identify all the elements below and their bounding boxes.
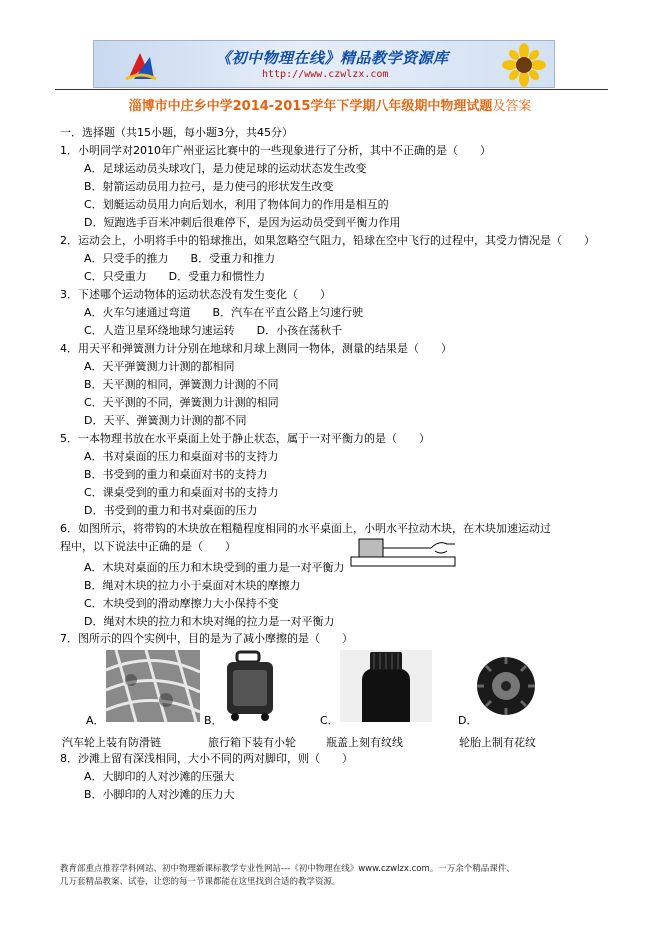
question-3: 3．下述哪个运动物体的运动状态没有发生变化（ ）	[60, 288, 331, 301]
banner-url: http://www.czwlzx.com	[262, 69, 389, 80]
q1-option-a: A．足球运动员头球攻门，是力使足球的运动状态发生改变	[84, 162, 367, 175]
q4-option-b: B．天平测的相同，弹簧测力计测的不同	[84, 378, 279, 391]
q3-options-ab: A．火车匀速通过弯道 B．汽车在平直公路上匀速行驶	[84, 306, 364, 319]
q2-options-ab: A．只受手的推力 B．受重力和推力	[84, 252, 276, 265]
question-1: 1．小明同学对2010年广州亚运比赛中的一些现象进行了分析，其中不正确的是（ ）	[60, 144, 491, 157]
q5-option-b: B．书受到的重力和桌面对书的支持力	[84, 468, 268, 481]
sunflower-icon	[500, 43, 548, 87]
question-6-line2: 程中，以下说法中正确的是（ ）	[60, 540, 236, 553]
q7-option-b-letter: B．	[204, 714, 223, 727]
header-banner	[93, 40, 555, 88]
question-8: 8．沙滩上留有深浅相同，大小不同的两对脚印，则（ ）	[60, 752, 353, 765]
q6-option-c: C．木块受到的滑动摩擦力大小保持不变	[84, 597, 279, 610]
q3-options-cd: C．人造卫星环绕地球匀速运转 D．小孩在荡秋千	[84, 324, 343, 337]
q7-option-d-letter: D．	[458, 714, 478, 727]
question-5: 5．一本物理书放在水平桌面上处于静止状态，属于一对平衡力的是（ ）	[60, 432, 430, 445]
exam-title	[80, 95, 580, 114]
q1-option-c: C．划艇运动员用力向后划水，利用了物体间力的作用是相互的	[84, 198, 389, 211]
q7-option-a-letter: A．	[86, 714, 105, 727]
banner-title: 《初中物理在线》精品教学资源库	[216, 49, 449, 67]
bottle-cap-image	[340, 650, 432, 722]
q5-option-c: C．课桌受到的重力和桌面对书的支持力	[84, 486, 279, 499]
question-6-line1: 6．如图所示，将带钩的木块放在粗糙程度相同的水平桌面上，小明水平拉动木块，在木块加速运动过	[60, 522, 551, 535]
site-logo-icon	[124, 49, 158, 83]
question-2: 2．运动会上，小明将手中的铅球推出，如果忽略空气阻力，铅球在空中飞行的过程中，其受力情况是（ ）	[60, 234, 595, 247]
q6-option-b: B．绳对木块的拉力小于桌面对木块的摩擦力	[84, 579, 301, 592]
q8-option-a: A．大脚印的人对沙滩的压强大	[84, 770, 235, 783]
q2-options-cd: C．只受重力 D．受重力和惯性力	[84, 270, 266, 283]
tire-tread-image	[476, 650, 536, 722]
header-divider	[55, 89, 608, 90]
q6-block-pull-figure	[349, 531, 459, 569]
q6-option-d: D．绳对木块的拉力和木块对绳的拉力是一对平衡力	[84, 615, 335, 628]
exam-title-main: 淄博市中庄乡中学2014-2015学年下学期八年级期中物理试题	[128, 99, 493, 114]
section-heading: 一．选择题（共15小题，每小题3分，共45分）	[60, 126, 293, 139]
exam-title-tail: 及答案	[492, 99, 532, 114]
footer-line-2: 几万套精品教案、试卷，让您的每一节课都能在这里找到合适的教学资源。	[60, 877, 341, 887]
q7-option-c-letter: C．	[320, 714, 339, 727]
q7-caption-c: 瓶盖上刻有纹线	[326, 736, 403, 749]
q1-option-d: D．短跑选手百米冲刺后很难停下，是因为运动员受到平衡力作用	[84, 216, 401, 229]
q5-option-a: A．书对桌面的压力和桌面对书的支持力	[84, 450, 279, 463]
q7-caption-b: 旅行箱下装有小轮	[208, 736, 296, 749]
q7-caption-d: 轮胎上制有花纹	[459, 736, 536, 749]
q5-option-d: D．书受到的重力和书对桌面的压力	[84, 504, 258, 517]
question-7: 7．图所示的四个实例中，目的是为了减小摩擦的是（ ）	[60, 632, 353, 645]
q4-option-a: A．天平弹簧测力计测的都相同	[84, 360, 235, 373]
suitcase-wheels-image	[223, 650, 277, 722]
snow-chain-tire-image	[106, 650, 200, 722]
q6-option-a: A．木块对桌面的压力和木块受到的重力是一对平衡力	[84, 561, 345, 574]
footer-line-1: 教育部重点推荐学科网站、初中物理新课标教学专业性网站---《初中物理在线》www.czwlzx.com。一万余个精品课件、	[60, 864, 515, 874]
q1-option-b: B．射箭运动员用力拉弓，是力使弓的形状发生改变	[84, 180, 334, 193]
q8-option-b: B．小脚印的人对沙滩的压力大	[84, 788, 235, 801]
q7-caption-a: 汽车轮上装有防滑链	[62, 736, 161, 749]
page-footer	[60, 863, 515, 889]
question-4: 4．用天平和弹簧测力计分别在地球和月球上测同一物体，测量的结果是（ ）	[60, 342, 452, 355]
q4-option-d: D．天平、弹簧测力计测的都不同	[84, 414, 247, 427]
q4-option-c: C．天平测的不同，弹簧测力计测的相同	[84, 396, 279, 409]
